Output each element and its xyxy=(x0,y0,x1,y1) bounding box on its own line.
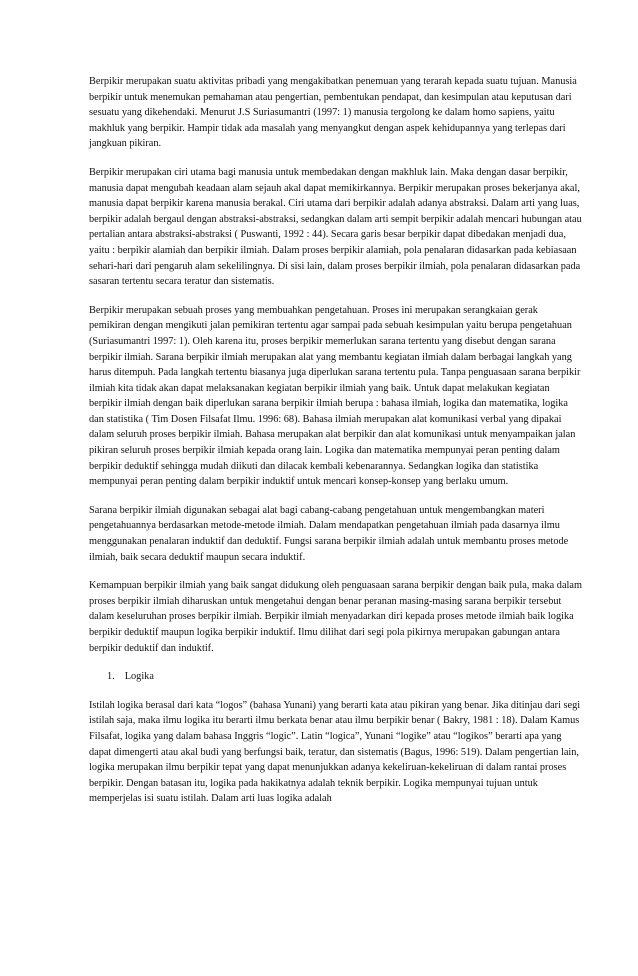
paragraph-6: Istilah logika berasal dari kata “logos” (bahasa Yunani) yang berarti kata atau pikiran yang benar. Jika ditinjau dari segi istilah saja, maka ilmu logika itu berarti ilmu berkata benar atau ilmu berpikir benar ( Bakry, 1981 : 18). Dalam Kamus Filsafat, logika yang dalam bahasa Inggris “logic”. Latin “logica”, Yunani “logike” atau “logikos” berarti apa yang dapat dimengerti atau akal budi yang berfungsi baik, teratur, dan sistematis (Bagus, 1996: 519). Dalam pengertian lain, logika merupakan ilmu berpikir tepat yang dapat menunjukkan adanya kekeliruan-kekeliruan di dalam rantai proses berpikir. Dengan batasan itu, logika pada hakikatnya adalah teknik berpikir. Logika mempunyai tujuan untuk memperjelas isi suatu istilah. Dalam arti luas logika adalah xyxy=(89,699,581,805)
paragraph-3: Berpikir merupakan sebuah proses yang membuahkan pengetahuan. Proses ini merupakan serangkaian gerak pemikiran dengan mengikuti jalan pemikiran tertentu agar sampai pada sebuah kesimpulan yaitu berupa pengetahuan (Suriasumantri 1997: 1). Oleh karena itu, proses berpikir memerlukan sarana tertentu yang disebut dengan sarana berpikir ilmiah. Sarana berpikir ilmiah merupakan alat yang membantu kegiatan ilmiah dalam berbagai langkah yang harus ditempuh. Pada langkah tertentu biasanya juga diperlukan sarana tertentu pula. Tanpa penguasaan sarana berpikir ilmiah kita tidak akan dapat melaksanakan kegiatan berpikir ilmiah yang baik. Untuk dapat melakukan kegiatan berpikir ilmiah dengan baik diperlukan sarana berpikir ilmiah berupa : bahasa ilmiah, logika dan matematika, logika dan statistika ( Tim Dosen Filsafat Ilmu. 1996: 68). Bahasa ilmiah merupakan alat komunikasi verbal yang dipakai dalam seluruh proses berpikir ilmiah. Bahasa merupakan alat berpikir dan alat komunikasi untuk menyampaikan jalan pikiran seluruh proses berpikir ilmiah kepada orang lain. Logika dan matematika mempunyai peran penting dalam berpikir deduktif sehingga mudah diikuti dan dilacak kembali kebenarannya. Sedangkan logika dan statistika mempunyai peran penting dalam berpikir induktif untuk mencari konsep-konsep yang berlaku umum. xyxy=(89,304,581,488)
paragraph-1: Berpikir merupakan suatu aktivitas pribadi yang mengakibatkan penemuan yang terarah kepada suatu tujuan. Manusia berpikir untuk menemukan pemahaman atau pengertian, pembentukan pendapat, dan kesimpulan atau keputusan dari sesuatu yang dikehendaki. Menurut J.S Suriasumantri (1997: 1) manusia tergolong ke dalam homo sapiens, yaitu makhluk yang berpikir. Hampir tidak ada masalah yang menyangkut dengan aspek kehidupannya yang terlepas dari jangkuan pikiran. xyxy=(89,76,577,150)
list-item-logika xyxy=(89,669,582,685)
paragraph-5: Kemampuan berpikir ilmiah yang baik sangat didukung oleh penguasaan sarana berpikir dengan baik pula, maka dalam proses berpikir ilmiah diharuskan untuk mengetahui dengan benar peranan masing-masing sarana berpikir tersebut dalam keseluruhan proses berpikir ilmiah. Berpikir ilmiah menyadarkan diri kepada proses metode ilmiah baik logika berpikir deduktif maupun logika berpikir induktif. Ilmu dilihat dari segi pola pikirnya merupakan gabungan antara berpikir deduktif dan induktif. xyxy=(89,580,582,654)
list-item-label: Logika xyxy=(124,671,154,683)
document-body xyxy=(89,74,582,820)
paragraph-2: Berpikir merupakan ciri utama bagi manusia untuk membedakan dengan makhluk lain. Maka dengan dasar berpikir, manusia dapat mengubah keadaan alam sejauh akal dapat memikirkannya. Berpikir merupakan proses bekerjanya akal, manusia dapat berpikir karena manusia berakal. Ciri utama dari berpikir adalah adanya abstraksi. Dalam arti yang luas, berpikir adalah bergaul dengan abstraksi-abstraksi, sedangkan dalam arti sempit berpikir adalah mencari hubungan atau pertalian antara abstraksi-abstraksi ( Puswanti, 1992 : 44). Secara garis besar berpikir dapat dibedakan menjadi dua, yaitu : berpikir alamiah dan berpikir ilmiah. Dalam proses berpikir alamiah, pola penalaran didasarkan pada kebiasaan sehari-hari dari pengaruh alam sekelilingnya. Di sisi lain, dalam proses berpikir ilmiah, pola penalaran didasarkan pada sasaran tertentu secara teratur dan sistematis. xyxy=(89,166,582,288)
paragraph-4: Sarana berpikir ilmiah digunakan sebagai alat bagi cabang-cabang pengetahuan untuk mengembangkan materi pengetahuannya berdasarkan metode-metode ilmiah. Dalam mendapatkan pengetahuan ilmiah pada dasarnya ilmu menggunakan penalaran induktif dan deduktif. Fungsi sarana berpikir ilmiah adalah untuk membantu proses metode ilmiah, baik secara deduktif maupun secara induktif. xyxy=(89,504,569,563)
list-item-number: 1. xyxy=(107,671,115,683)
